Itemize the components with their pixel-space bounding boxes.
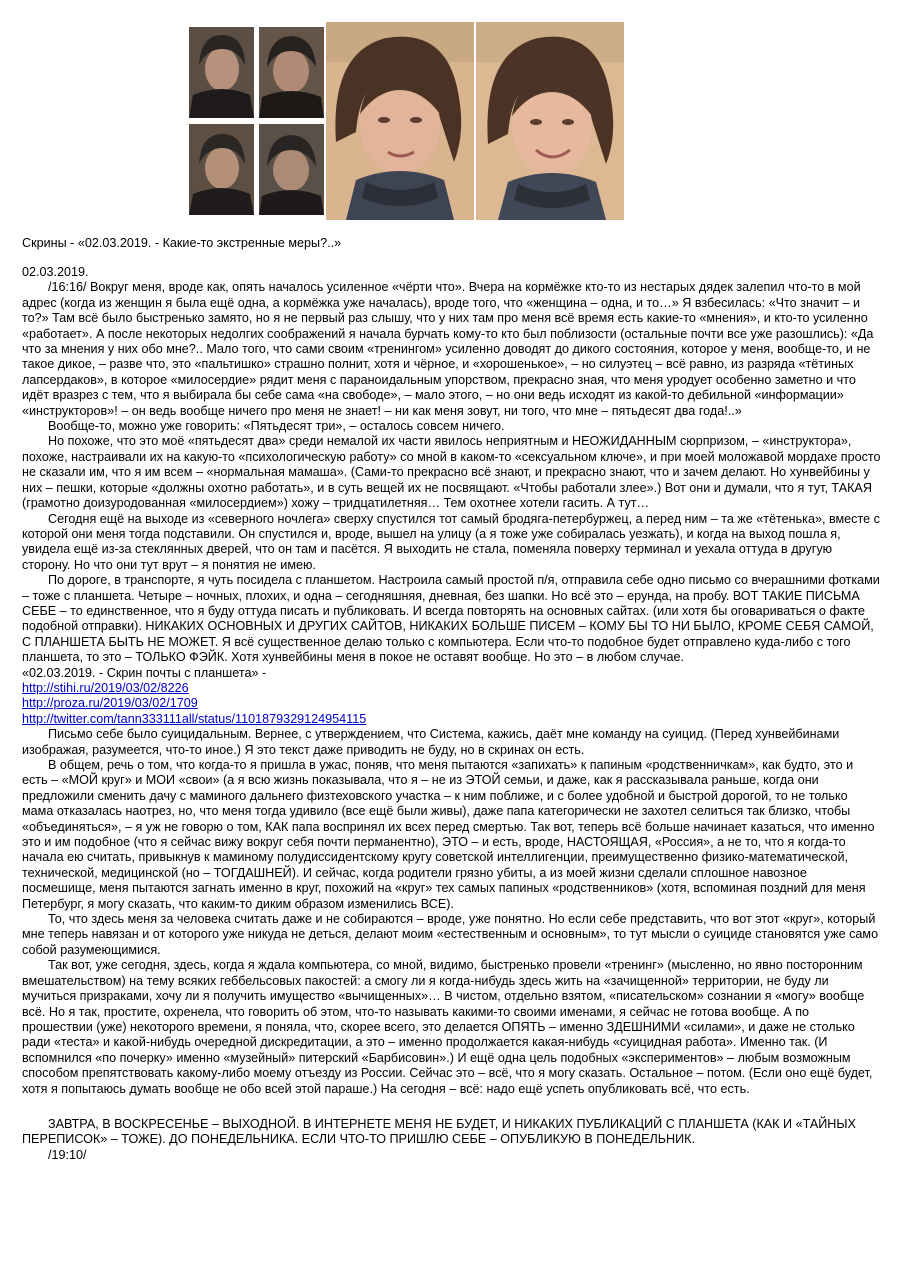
day-photo-1 [326, 22, 474, 220]
paragraph: Но похоже, что это моё «пятьдесят два» среди немалой их части явилось неприятным и НЕОЖИДАННЫМ сюрпризом, – «инструктора», похоже, настраивали их на какую-то «психологическую работу» со мной в каком-то «сексуальном ключе», и при моей моложавой мордахе просто не сказали им, что я им всем – «нормальная мамаша». (Сами-то прекрасно всё знают, и прекрасно знают, что и зачем делают. Но хунвейбины у них – пешки, которые «должны охотно работать», и в суть вещей их не посвящают. «Чтобы работали злее».) Вот они и думали, что я тут, ТАКАЯ (грамотно доизуродованная «милосердием») хожу – тридцатилетняя… Тем охотнее хотели гасить. А тут… [22, 434, 881, 511]
paragraph: В общем, речь о том, что когда-то я пришла в ужас, поняв, что меня пытаются «запихать» к папиным «родственничкам», как будто, это и есть – «МОЙ круг» и МОИ «свои» (а я всю жизнь показывала, что я – не из ЭТОЙ семьи, и даже, как я рассказывала раньше, когда они предложили сменить дачу с маминого дальнего физтеховского участка – к ним поближе, и с более удобной и быстрой дорогой, то не только мама отказалась наотрез, но, что меня тогда удивило (все ещё были живы), даже папа категорически не захотел селиться так близко, чтобы «объединяться», – я уж не говорю о том, КАК папа воспринял их всех перед смертью. Так вот, теперь всё больше начинает казаться, что именно это и им подобное (что я сейчас вижу вокруг себя почти перманентно), ЭТО – и есть, вроде, НАСТОЯЩАЯ, «Россия», а не то, что я когда-то начала ею считать, привыкнув к маминому полудиссидентскому кругу советской интеллигенции, преимущественно физико-математической, технической, медицинской (но – ТОГДАШНЕЙ). И сейчас, когда родители грязно убиты, а из моей жизни сделали сплошное навозное посмешище, меня пытаются загнать именно в круг, похожий на «круг» тех самых папиных «родственников» (хотя, вспоминая поздний для меня Петербург, я могу сказать, что каким-то диким образом изменились ВСЕ). [22, 758, 875, 911]
night-photo-3 [189, 124, 254, 215]
proza-link[interactable]: http://proza.ru/2019/03/02/1709 [22, 696, 198, 711]
end-time: /19:10/ [48, 1147, 87, 1162]
mail-screens-caption: «02.03.2019. - Скрин почты с планшета» - [22, 665, 267, 680]
paragraph: Так вот, уже сегодня, здесь, когда я ждала компьютера, со мной, видимо, быстренько провели «тренинг» (мысленно, но явно посторонним вмешательством) на тему всяких геббельсовых пакостей: а смогу ли я когда-нибудь здесь жить на «зачищенной» территории, не буду ли мучиться призраками, хочу ли я получить имущество «вычищенных»… В чистом, отдельно взятом, «писательском» сознании я «могу» вообще всё. Но я так, простите, охренела, что говорить об этом, что-то называть какими-то своими именами, я сейчас не готова вообще. А по прошествии (уже) некоторого времени, я поняла, что, скорее всего, это делается ОПЯТЬ – именно ЗДЕШНИМИ «силами», и даже не столько ради «теста» и какой-нибудь очередной дискредитации, а это – именно продолжается какая-нибудь «суицидная работа». Именно так. (И вспомнился «по почерку» именно «музейный» питерский «Барбисовин».) И ещё одна цель подобных «экспериментов» – любым возможным способом препятствовать какому-либо моему отъезду из России. Сейчас это – всё, что я могу сказать. Остальное – потом. (Если оно ещё будет, хотя я попытаюсь думать вообще не обо всей этой параше.) На сегодня – всё: надо ещё успеть опубликовать всё, что есть. [22, 958, 873, 1096]
photo-collage [189, 22, 626, 220]
night-photo-1 [189, 27, 254, 118]
diary-entry [22, 265, 882, 1163]
paragraph: Вообще-то, можно уже говорить: «Пятьдесят три», – осталось совсем ничего. [48, 419, 505, 434]
paragraph: Письмо себе было суицидальным. Вернее, с утверждением, что Система, кажись, даёт мне команду на суицид. (Перед хунвейбинами изображая, разумеется, что-то иное.) Я это текст даже приводить не буду, но в скринах он есть. [22, 727, 840, 757]
entry-date: 02.03.2019. [22, 265, 89, 279]
spacer [22, 1097, 882, 1117]
paragraph: То, что здесь меня за человека считать даже и не собираются – вроде, уже понятно. Но если себе представить, что вот этот «круг», который мне теперь навязан и от которого уже никуда не деться, делают моим «естественным и основным», то тут мысли о суициде становятся уже само собой разумеющимися. [22, 912, 879, 957]
twitter-link[interactable]: http://twitter.com/tann333111all/status/1101879329124954115 [22, 711, 367, 726]
paragraph: Сегодня ещё на выходе из «северного ночлега» сверху спустился тот самый бродяга-петербуржец, а перед ним – та же «тётенька», вместе с которой они меня тогда подставили. Он спустился и, вроде, вышел на улицу (а я тоже уже собиралась уезжать), и когда на выход пошла я, увидела ещё из-за стеклянных дверей, что он там и пасётся. Я выходить не стала, поменяла поверху терминал и уехала оттуда в другую сторону. Но что они тут врут – я понятия не имею. [22, 511, 880, 572]
closing-notice: ЗАВТРА, В ВОСКРЕСЕНЬЕ – ВЫХОДНОЙ. В ИНТЕРНЕТЕ МЕНЯ НЕ БУДЕТ, И НИКАКИХ ПУБЛИКАЦИЙ С ПЛАНШЕТА (КАК И «ТАЙНЫХ ПЕРЕПИСОК» – ТОЖЕ). ДО ПОНЕДЕЛЬНИКА. ЕСЛИ ЧТО-ТО ПРИШЛЮ СЕБЕ – ОПУБЛИКУЮ В ПОНЕДЕЛЬНИК. [22, 1116, 856, 1147]
paragraph: /16:16/ Вокруг меня, вроде как, опять началось усиленное «чёрти что». Вчера на кормёжке кто-то из нестарых дядек залепил что-то в мой адрес (когда из женщин я была ещё одна, а кормёжка уже началась), вроде того, что «женщина – одна, и то…» Я взбесилась: «Что значит – и то?» Там всё было быстренько замято, но я не первый раз слышу, что у них там про меня всё время есть какие-то «мнения», и кто-то усиленно «работает». А после некоторых недолгих соображений я начала бурчать кому-то кто был поблизости (остальные почти все уже разошлись): «Да что за мнения у них обо мне?.. Мало того, что сами своим «тренингом» усиленно доводят до дикого состояния, которое у меня, вообще-то, и не такое дикое, – разве что, это «пальтишко» страшно полнит, хотя и чёрное, и «хорошенькое», – но силуэтец – всё равно, из разряда «тётиных лапсердаков», в которое «милосердие» рядит меня с параноидальным упорством, прекрасно зная, что меня уродует особенно заметно и что идёт вразрез с тем, что я выбирала бы себе сама «на свободе», – мало этого, – но они ведь исходят из какой-то дебильной «информации» «инструкторов»! – он ведь вообще ничего про меня не знает! – ни как меня зовут, ни того, что мне – пятьдесят два года!..» [22, 280, 874, 418]
night-photo-4 [259, 124, 324, 215]
stihi-link[interactable]: http://stihi.ru/2019/03/02/8226 [22, 680, 189, 695]
paragraph: По дороге, в транспорте, я чуть посидела с планшетом. Настроила самый простой п/я, отправила себе одно письмо со вчерашними фотками – тоже с планшета. Четыре – ночных, плохих, и одна – сегодняшняя, дневная, без шапки. Но всё это – ерунда, на пробу. ВОТ ТАКИЕ ПИСЬМА СЕБЕ – то единственное, что я буду оттуда писать и публиковать. И всегда повторять на основных сайтах. (или хотя бы оговариваться о факте подобной отправки). НИКАКИХ ОСНОВНЫХ И ДРУГИХ САЙТОВ, НИКАКИХ БОЛЬШЕ ПИСЕМ – КОМУ БЫ ТО НИ БЫЛО, КРОМЕ СЕБЯ САМОЙ, С ПЛАНШЕТА БЫТЬ НЕ МОЖЕТ. Я всё существенное делаю только с компьютера. Если что-то подобное будет отправлено куда-либо с того планшета, то это – ТОЛЬКО ФЭЙК. Хотя хунвейбины меня в покое не оставят вообще. Но это – в любом случае. [22, 573, 880, 665]
screens-caption: Скрины - «02.03.2019. - Какие-то экстренные меры?..» [22, 236, 342, 250]
night-photo-2 [259, 27, 324, 118]
day-photo-2 [476, 22, 624, 220]
